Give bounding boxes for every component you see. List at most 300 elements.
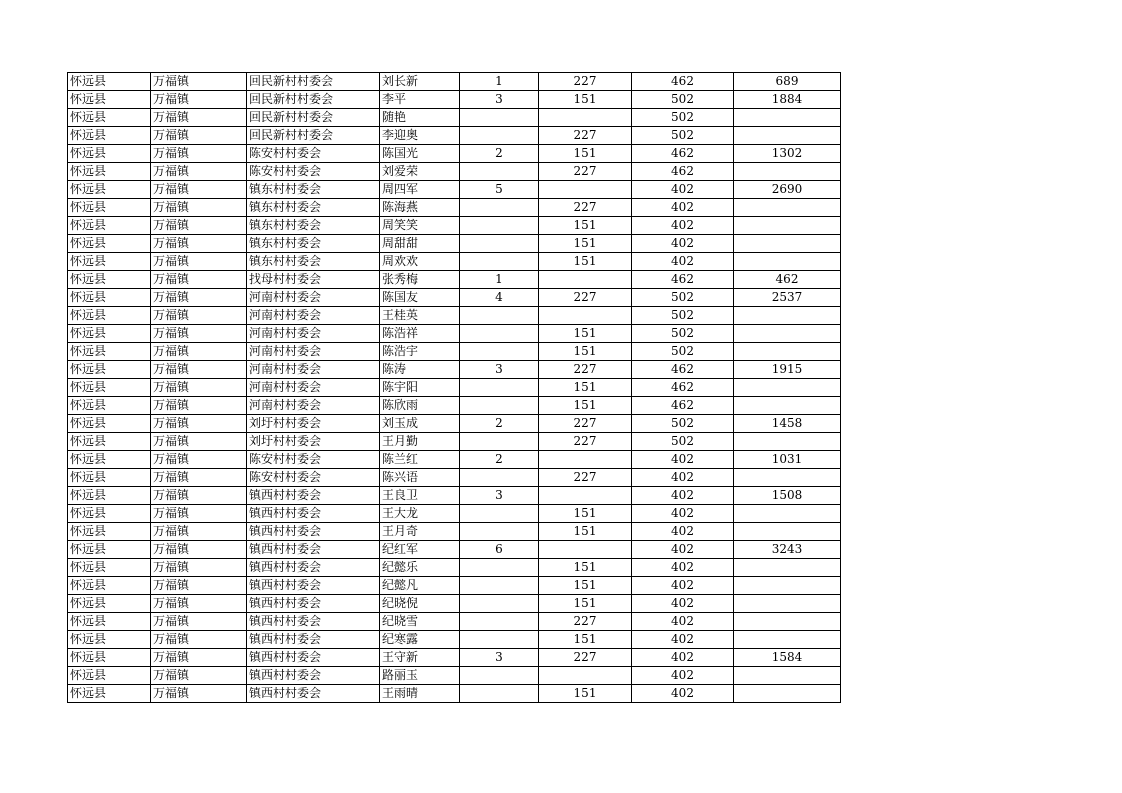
count-cell: 1 (460, 271, 539, 289)
county-cell: 怀远县 (68, 307, 151, 325)
table-row (68, 127, 841, 145)
amount-a-cell: 227 (539, 289, 632, 307)
amount-a-cell: 227 (539, 163, 632, 181)
name-cell: 纪懿乐 (380, 559, 460, 577)
town-cell: 万福镇 (151, 451, 247, 469)
village-cell: 镇西村村委会 (247, 649, 380, 667)
table-row (68, 199, 841, 217)
table-row (68, 289, 841, 307)
total-cell (734, 217, 841, 235)
name-cell: 张秀梅 (380, 271, 460, 289)
county-cell: 怀远县 (68, 271, 151, 289)
name-cell: 王月奇 (380, 523, 460, 541)
total-cell (734, 595, 841, 613)
count-cell (460, 199, 539, 217)
town-cell: 万福镇 (151, 199, 247, 217)
name-cell: 周甜甜 (380, 235, 460, 253)
amount-b-cell: 402 (632, 667, 734, 685)
table-row (68, 541, 841, 559)
amount-b-cell: 502 (632, 109, 734, 127)
county-cell: 怀远县 (68, 613, 151, 631)
table-row (68, 307, 841, 325)
county-cell: 怀远县 (68, 505, 151, 523)
total-cell (734, 199, 841, 217)
table-row (68, 343, 841, 361)
village-cell: 刘圩村村委会 (247, 415, 380, 433)
town-cell: 万福镇 (151, 559, 247, 577)
total-cell (734, 235, 841, 253)
amount-a-cell (539, 271, 632, 289)
village-cell: 镇西村村委会 (247, 577, 380, 595)
village-cell: 镇东村村委会 (247, 217, 380, 235)
amount-a-cell: 227 (539, 433, 632, 451)
amount-b-cell: 462 (632, 379, 734, 397)
county-cell: 怀远县 (68, 631, 151, 649)
name-cell: 陈国友 (380, 289, 460, 307)
village-cell: 镇东村村委会 (247, 235, 380, 253)
table-row (68, 253, 841, 271)
amount-a-cell: 151 (539, 631, 632, 649)
town-cell: 万福镇 (151, 361, 247, 379)
table-row (68, 109, 841, 127)
total-cell (734, 307, 841, 325)
amount-b-cell: 462 (632, 271, 734, 289)
name-cell: 刘玉成 (380, 415, 460, 433)
town-cell: 万福镇 (151, 487, 247, 505)
count-cell (460, 343, 539, 361)
town-cell: 万福镇 (151, 415, 247, 433)
count-cell (460, 379, 539, 397)
county-cell: 怀远县 (68, 379, 151, 397)
amount-b-cell: 402 (632, 199, 734, 217)
total-cell: 1915 (734, 361, 841, 379)
count-cell (460, 235, 539, 253)
amount-b-cell: 402 (632, 613, 734, 631)
town-cell: 万福镇 (151, 541, 247, 559)
village-cell: 镇西村村委会 (247, 595, 380, 613)
amount-a-cell: 227 (539, 127, 632, 145)
village-cell: 刘圩村村委会 (247, 433, 380, 451)
name-cell: 王月勤 (380, 433, 460, 451)
amount-a-cell: 151 (539, 343, 632, 361)
county-cell: 怀远县 (68, 577, 151, 595)
amount-a-cell: 151 (539, 595, 632, 613)
table-row (68, 415, 841, 433)
total-cell: 1508 (734, 487, 841, 505)
count-cell (460, 127, 539, 145)
name-cell: 陈浩宇 (380, 343, 460, 361)
town-cell: 万福镇 (151, 523, 247, 541)
count-cell (460, 613, 539, 631)
town-cell: 万福镇 (151, 271, 247, 289)
amount-a-cell: 151 (539, 397, 632, 415)
amount-b-cell: 502 (632, 127, 734, 145)
amount-a-cell: 151 (539, 235, 632, 253)
amount-a-cell: 151 (539, 577, 632, 595)
amount-a-cell: 151 (539, 217, 632, 235)
village-cell: 河南村村委会 (247, 307, 380, 325)
amount-a-cell: 227 (539, 361, 632, 379)
town-cell: 万福镇 (151, 145, 247, 163)
total-cell (734, 253, 841, 271)
count-cell (460, 685, 539, 703)
amount-b-cell: 402 (632, 487, 734, 505)
town-cell: 万福镇 (151, 253, 247, 271)
name-cell: 刘长新 (380, 73, 460, 91)
count-cell (460, 217, 539, 235)
table-row (68, 469, 841, 487)
total-cell: 1584 (734, 649, 841, 667)
village-cell: 镇西村村委会 (247, 559, 380, 577)
amount-a-cell: 151 (539, 559, 632, 577)
town-cell: 万福镇 (151, 163, 247, 181)
town-cell: 万福镇 (151, 181, 247, 199)
town-cell: 万福镇 (151, 343, 247, 361)
amount-a-cell: 151 (539, 145, 632, 163)
name-cell: 纪懿凡 (380, 577, 460, 595)
town-cell: 万福镇 (151, 109, 247, 127)
county-cell: 怀远县 (68, 469, 151, 487)
table-row (68, 685, 841, 703)
county-cell: 怀远县 (68, 163, 151, 181)
table-row (68, 91, 841, 109)
name-cell: 纪晓倪 (380, 595, 460, 613)
amount-a-cell: 151 (539, 379, 632, 397)
county-cell: 怀远县 (68, 145, 151, 163)
name-cell: 随艳 (380, 109, 460, 127)
town-cell: 万福镇 (151, 397, 247, 415)
town-cell: 万福镇 (151, 433, 247, 451)
name-cell: 李迎奥 (380, 127, 460, 145)
county-cell: 怀远县 (68, 541, 151, 559)
amount-a-cell: 151 (539, 505, 632, 523)
amount-a-cell (539, 487, 632, 505)
count-cell (460, 397, 539, 415)
name-cell: 路丽玉 (380, 667, 460, 685)
village-cell: 陈安村村委会 (247, 469, 380, 487)
name-cell: 王守新 (380, 649, 460, 667)
amount-b-cell: 402 (632, 469, 734, 487)
name-cell: 王良卫 (380, 487, 460, 505)
table-row (68, 577, 841, 595)
amount-b-cell: 402 (632, 505, 734, 523)
total-cell (734, 469, 841, 487)
village-cell: 镇西村村委会 (247, 667, 380, 685)
county-cell: 怀远县 (68, 127, 151, 145)
town-cell: 万福镇 (151, 649, 247, 667)
county-cell: 怀远县 (68, 415, 151, 433)
amount-a-cell: 227 (539, 73, 632, 91)
count-cell (460, 577, 539, 595)
count-cell (460, 559, 539, 577)
village-cell: 陈安村村委会 (247, 145, 380, 163)
table-row (68, 649, 841, 667)
table-row (68, 181, 841, 199)
amount-b-cell: 402 (632, 253, 734, 271)
name-cell: 陈兴语 (380, 469, 460, 487)
village-cell: 镇西村村委会 (247, 541, 380, 559)
total-cell: 1302 (734, 145, 841, 163)
total-cell (734, 163, 841, 181)
amount-a-cell (539, 307, 632, 325)
amount-b-cell: 462 (632, 145, 734, 163)
town-cell: 万福镇 (151, 595, 247, 613)
table-row (68, 397, 841, 415)
amount-b-cell: 502 (632, 325, 734, 343)
county-cell: 怀远县 (68, 397, 151, 415)
amount-a-cell: 151 (539, 685, 632, 703)
count-cell (460, 109, 539, 127)
amount-b-cell: 402 (632, 649, 734, 667)
amount-b-cell: 402 (632, 235, 734, 253)
village-cell: 镇东村村委会 (247, 199, 380, 217)
county-cell: 怀远县 (68, 667, 151, 685)
village-cell: 河南村村委会 (247, 325, 380, 343)
village-cell: 镇东村村委会 (247, 181, 380, 199)
table-row (68, 145, 841, 163)
total-cell (734, 559, 841, 577)
amount-b-cell: 402 (632, 523, 734, 541)
table-row (68, 325, 841, 343)
village-cell: 河南村村委会 (247, 397, 380, 415)
name-cell: 王桂英 (380, 307, 460, 325)
town-cell: 万福镇 (151, 379, 247, 397)
village-cell: 河南村村委会 (247, 289, 380, 307)
count-cell: 3 (460, 91, 539, 109)
town-cell: 万福镇 (151, 667, 247, 685)
county-cell: 怀远县 (68, 253, 151, 271)
total-cell (734, 577, 841, 595)
amount-b-cell: 402 (632, 181, 734, 199)
county-cell: 怀远县 (68, 559, 151, 577)
table-row (68, 487, 841, 505)
town-cell: 万福镇 (151, 325, 247, 343)
county-cell: 怀远县 (68, 433, 151, 451)
county-cell: 怀远县 (68, 343, 151, 361)
total-cell (734, 433, 841, 451)
amount-b-cell: 502 (632, 415, 734, 433)
count-cell: 2 (460, 451, 539, 469)
county-cell: 怀远县 (68, 649, 151, 667)
table-row (68, 235, 841, 253)
total-cell (734, 523, 841, 541)
county-cell: 怀远县 (68, 181, 151, 199)
name-cell: 陈涛 (380, 361, 460, 379)
amount-a-cell: 227 (539, 415, 632, 433)
village-cell: 陈安村村委会 (247, 163, 380, 181)
name-cell: 纪红军 (380, 541, 460, 559)
total-cell (734, 631, 841, 649)
count-cell: 3 (460, 649, 539, 667)
total-cell: 2537 (734, 289, 841, 307)
table-row (68, 361, 841, 379)
village-cell: 镇西村村委会 (247, 487, 380, 505)
village-cell: 回民新村村委会 (247, 127, 380, 145)
total-cell: 1031 (734, 451, 841, 469)
total-cell (734, 685, 841, 703)
county-cell: 怀远县 (68, 523, 151, 541)
table-row (68, 595, 841, 613)
amount-a-cell (539, 181, 632, 199)
table-row (68, 163, 841, 181)
name-cell: 李平 (380, 91, 460, 109)
town-cell: 万福镇 (151, 91, 247, 109)
village-cell: 镇东村村委会 (247, 253, 380, 271)
total-cell: 1884 (734, 91, 841, 109)
amount-b-cell: 402 (632, 595, 734, 613)
total-cell (734, 379, 841, 397)
county-cell: 怀远县 (68, 451, 151, 469)
name-cell: 纪寒露 (380, 631, 460, 649)
table-row (68, 613, 841, 631)
count-cell (460, 667, 539, 685)
total-cell: 1458 (734, 415, 841, 433)
name-cell: 纪晓雪 (380, 613, 460, 631)
amount-a-cell (539, 451, 632, 469)
table-row (68, 505, 841, 523)
village-cell: 回民新村村委会 (247, 91, 380, 109)
count-cell (460, 595, 539, 613)
county-cell: 怀远县 (68, 199, 151, 217)
amount-a-cell: 227 (539, 469, 632, 487)
village-cell: 河南村村委会 (247, 379, 380, 397)
village-cell: 河南村村委会 (247, 361, 380, 379)
table-row (68, 217, 841, 235)
count-cell (460, 163, 539, 181)
county-cell: 怀远县 (68, 91, 151, 109)
village-cell: 镇西村村委会 (247, 613, 380, 631)
table-row (68, 667, 841, 685)
village-cell: 找母村村委会 (247, 271, 380, 289)
count-cell (460, 631, 539, 649)
town-cell: 万福镇 (151, 235, 247, 253)
village-cell: 陈安村村委会 (247, 451, 380, 469)
amount-b-cell: 462 (632, 163, 734, 181)
name-cell: 周四军 (380, 181, 460, 199)
count-cell (460, 505, 539, 523)
name-cell: 周欢欢 (380, 253, 460, 271)
count-cell: 6 (460, 541, 539, 559)
total-cell (734, 613, 841, 631)
name-cell: 陈宇阳 (380, 379, 460, 397)
amount-b-cell: 502 (632, 433, 734, 451)
county-cell: 怀远县 (68, 685, 151, 703)
total-cell: 2690 (734, 181, 841, 199)
village-cell: 回民新村村委会 (247, 73, 380, 91)
village-cell: 河南村村委会 (247, 343, 380, 361)
name-cell: 陈海燕 (380, 199, 460, 217)
amount-b-cell: 402 (632, 451, 734, 469)
village-cell: 回民新村村委会 (247, 109, 380, 127)
amount-a-cell: 227 (539, 613, 632, 631)
count-cell: 5 (460, 181, 539, 199)
total-cell (734, 109, 841, 127)
amount-b-cell: 462 (632, 397, 734, 415)
count-cell: 2 (460, 415, 539, 433)
town-cell: 万福镇 (151, 217, 247, 235)
county-cell: 怀远县 (68, 325, 151, 343)
count-cell (460, 469, 539, 487)
name-cell: 陈浩祥 (380, 325, 460, 343)
amount-a-cell (539, 667, 632, 685)
amount-b-cell: 402 (632, 559, 734, 577)
amount-b-cell: 402 (632, 631, 734, 649)
town-cell: 万福镇 (151, 307, 247, 325)
amount-a-cell: 151 (539, 91, 632, 109)
village-cell: 镇西村村委会 (247, 685, 380, 703)
amount-b-cell: 502 (632, 307, 734, 325)
amount-a-cell: 227 (539, 649, 632, 667)
name-cell: 刘爱荣 (380, 163, 460, 181)
total-cell (734, 505, 841, 523)
count-cell (460, 307, 539, 325)
town-cell: 万福镇 (151, 685, 247, 703)
name-cell: 周笑笑 (380, 217, 460, 235)
name-cell: 王大龙 (380, 505, 460, 523)
count-cell (460, 433, 539, 451)
total-cell: 689 (734, 73, 841, 91)
amount-a-cell (539, 541, 632, 559)
count-cell: 2 (460, 145, 539, 163)
town-cell: 万福镇 (151, 127, 247, 145)
count-cell: 3 (460, 361, 539, 379)
table-row (68, 631, 841, 649)
amount-b-cell: 402 (632, 541, 734, 559)
table-row (68, 271, 841, 289)
table-row (68, 379, 841, 397)
count-cell: 3 (460, 487, 539, 505)
town-cell: 万福镇 (151, 289, 247, 307)
table-body (68, 73, 841, 703)
total-cell (734, 397, 841, 415)
table-row (68, 451, 841, 469)
table-row (68, 73, 841, 91)
count-cell: 1 (460, 73, 539, 91)
amount-b-cell: 402 (632, 685, 734, 703)
total-cell (734, 343, 841, 361)
amount-a-cell: 151 (539, 523, 632, 541)
table-row (68, 559, 841, 577)
data-table (67, 72, 841, 703)
village-cell: 镇西村村委会 (247, 523, 380, 541)
county-cell: 怀远县 (68, 361, 151, 379)
amount-b-cell: 502 (632, 343, 734, 361)
name-cell: 陈兰红 (380, 451, 460, 469)
count-cell (460, 523, 539, 541)
total-cell: 3243 (734, 541, 841, 559)
amount-a-cell: 227 (539, 199, 632, 217)
count-cell (460, 325, 539, 343)
name-cell: 王雨晴 (380, 685, 460, 703)
town-cell: 万福镇 (151, 73, 247, 91)
count-cell (460, 253, 539, 271)
county-cell: 怀远县 (68, 595, 151, 613)
town-cell: 万福镇 (151, 577, 247, 595)
amount-a-cell: 151 (539, 325, 632, 343)
total-cell (734, 127, 841, 145)
amount-b-cell: 402 (632, 577, 734, 595)
county-cell: 怀远县 (68, 235, 151, 253)
town-cell: 万福镇 (151, 613, 247, 631)
amount-a-cell: 151 (539, 253, 632, 271)
total-cell (734, 325, 841, 343)
amount-b-cell: 502 (632, 91, 734, 109)
table-row (68, 433, 841, 451)
county-cell: 怀远县 (68, 217, 151, 235)
town-cell: 万福镇 (151, 631, 247, 649)
county-cell: 怀远县 (68, 73, 151, 91)
amount-b-cell: 502 (632, 289, 734, 307)
